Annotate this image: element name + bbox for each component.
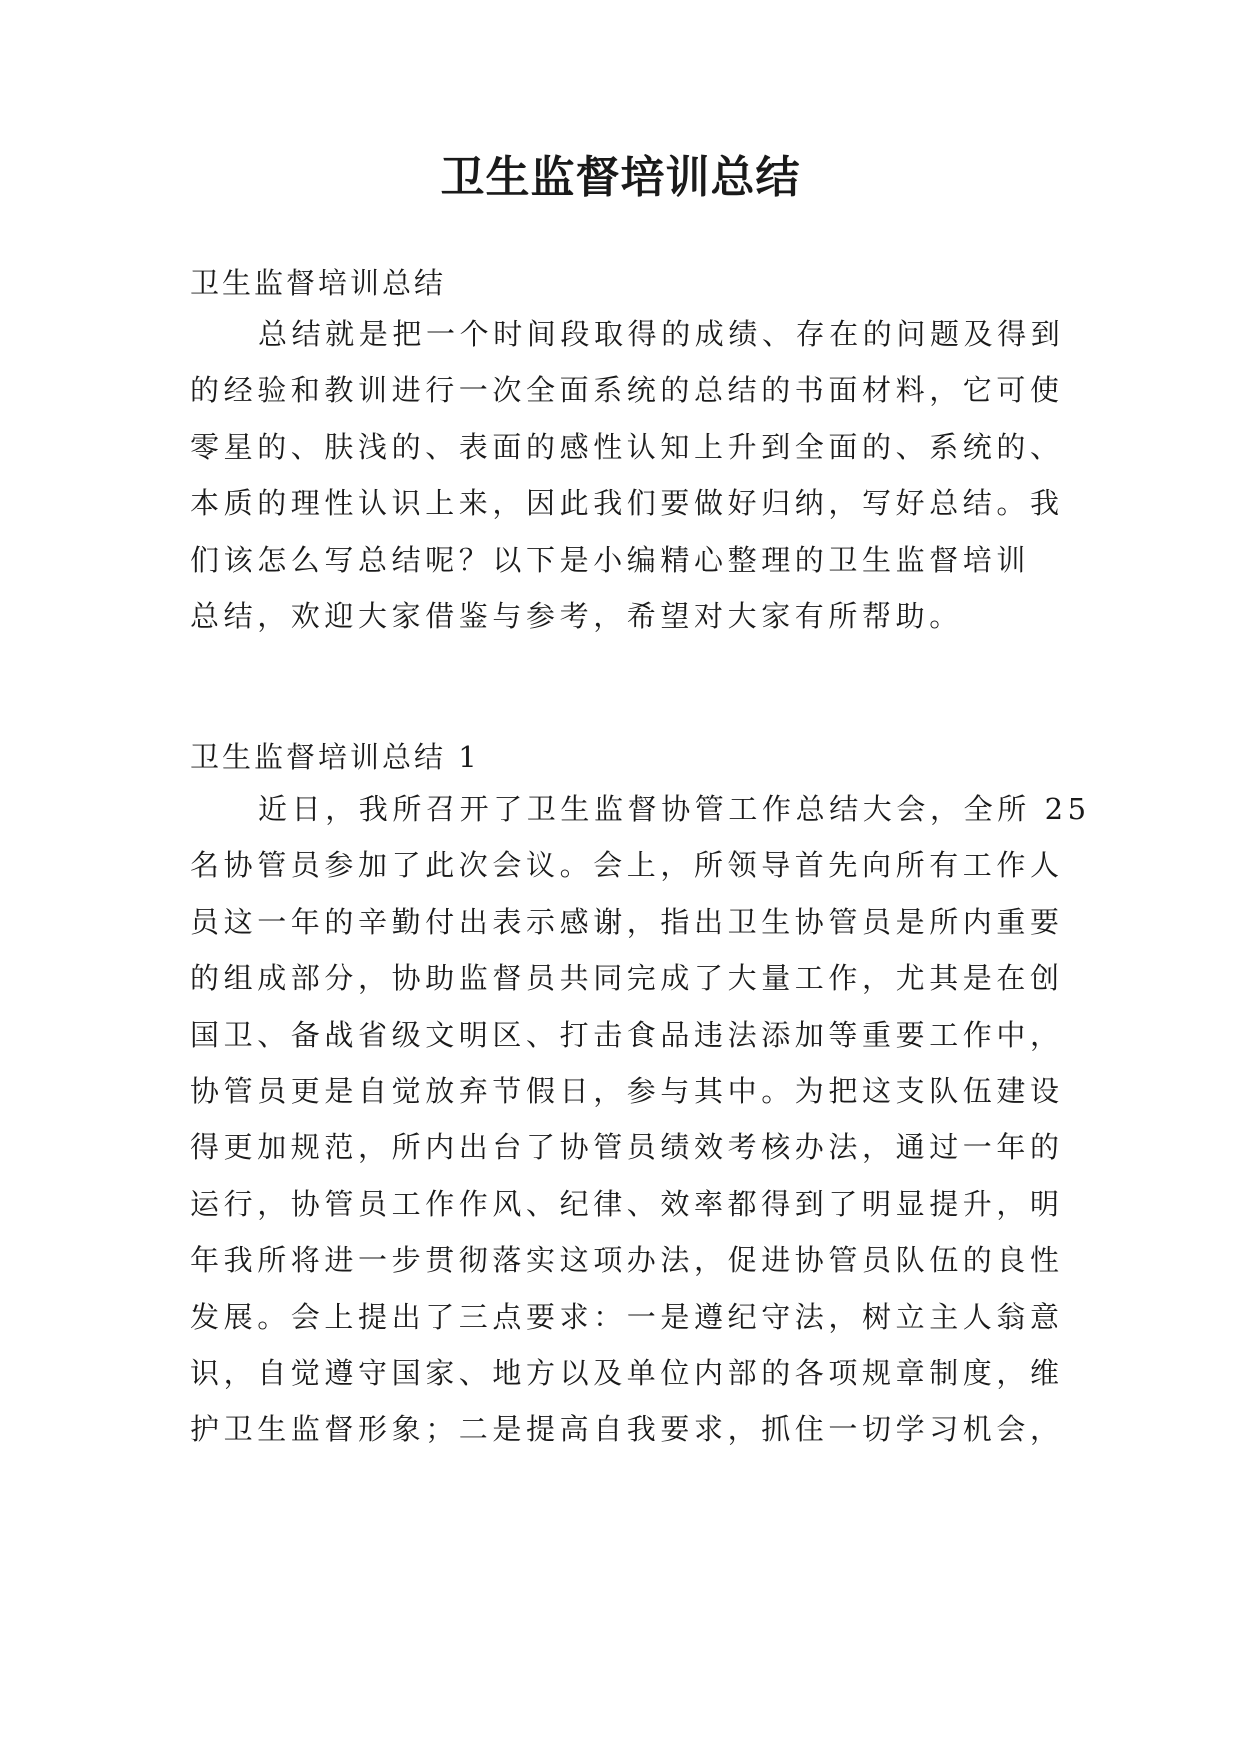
section1-heading: 卫生监督培训总结 1 <box>190 740 480 774</box>
paragraph-line: 得更加规范，所内出台了协管员绩效考核办法，通过一年的 <box>190 1130 1064 1165</box>
paragraph-line: 总结就是把一个时间段取得的成绩、存在的问题及得到 <box>258 317 1065 351</box>
paragraph-line: 零星的、肤浅的、表面的感性认知上升到全面的、系统的、 <box>190 429 1064 464</box>
intro-paragraph <box>190 306 1070 644</box>
paragraph-line: 协管员更是自觉放弃节假日，参与其中。为把这支队伍建设 <box>190 1073 1064 1108</box>
section1-paragraph <box>190 781 1091 1458</box>
paragraph-line: 名协管员参加了此次会议。会上，所领导首先向所有工作人 <box>190 848 1064 883</box>
paragraph-line: 国卫、备战省级文明区、打击食品违法添加等重要工作中， <box>190 1017 1064 1052</box>
paragraph-line: 们该怎么写总结呢？以下是小编精心整理的卫生监督培训 <box>190 542 1031 577</box>
paragraph-line: 近日，我所召开了卫生监督协管工作总结大会，全所 25 <box>258 792 1091 826</box>
document-title: 卫生监督培训总结 <box>440 152 801 203</box>
paragraph-line: 年我所将进一步贯彻落实这项办法，促进协管员队伍的良性 <box>190 1243 1064 1278</box>
paragraph-line: 运行，协管员工作作风、纪律、效率都得到了明显提升，明 <box>190 1186 1064 1221</box>
paragraph-line: 的经验和教训进行一次全面系统的总结的书面材料，它可使 <box>190 373 1064 408</box>
paragraph-line: 护卫生监督形象；二是提高自我要求，抓住一切学习机会， <box>190 1412 1064 1447</box>
paragraph-line: 识，自觉遵守国家、地方以及单位内部的各项规章制度，维 <box>190 1355 1064 1390</box>
paragraph-line: 员这一年的辛勤付出表示感谢，指出卫生协管员是所内重要 <box>190 904 1064 939</box>
paragraph-line: 发展。会上提出了三点要求：一是遵纪守法，树立主人翁意 <box>190 1299 1064 1334</box>
paragraph-line: 本质的理性认识上来，因此我们要做好归纳，写好总结。我 <box>190 486 1064 521</box>
paragraph-line: 总结，欢迎大家借鉴与参考，希望对大家有所帮助。 <box>190 598 963 633</box>
paragraph-line: 的组成部分，协助监督员共同完成了大量工作，尤其是在创 <box>190 961 1064 996</box>
intro-heading: 卫生监督培训总结 <box>190 266 447 300</box>
